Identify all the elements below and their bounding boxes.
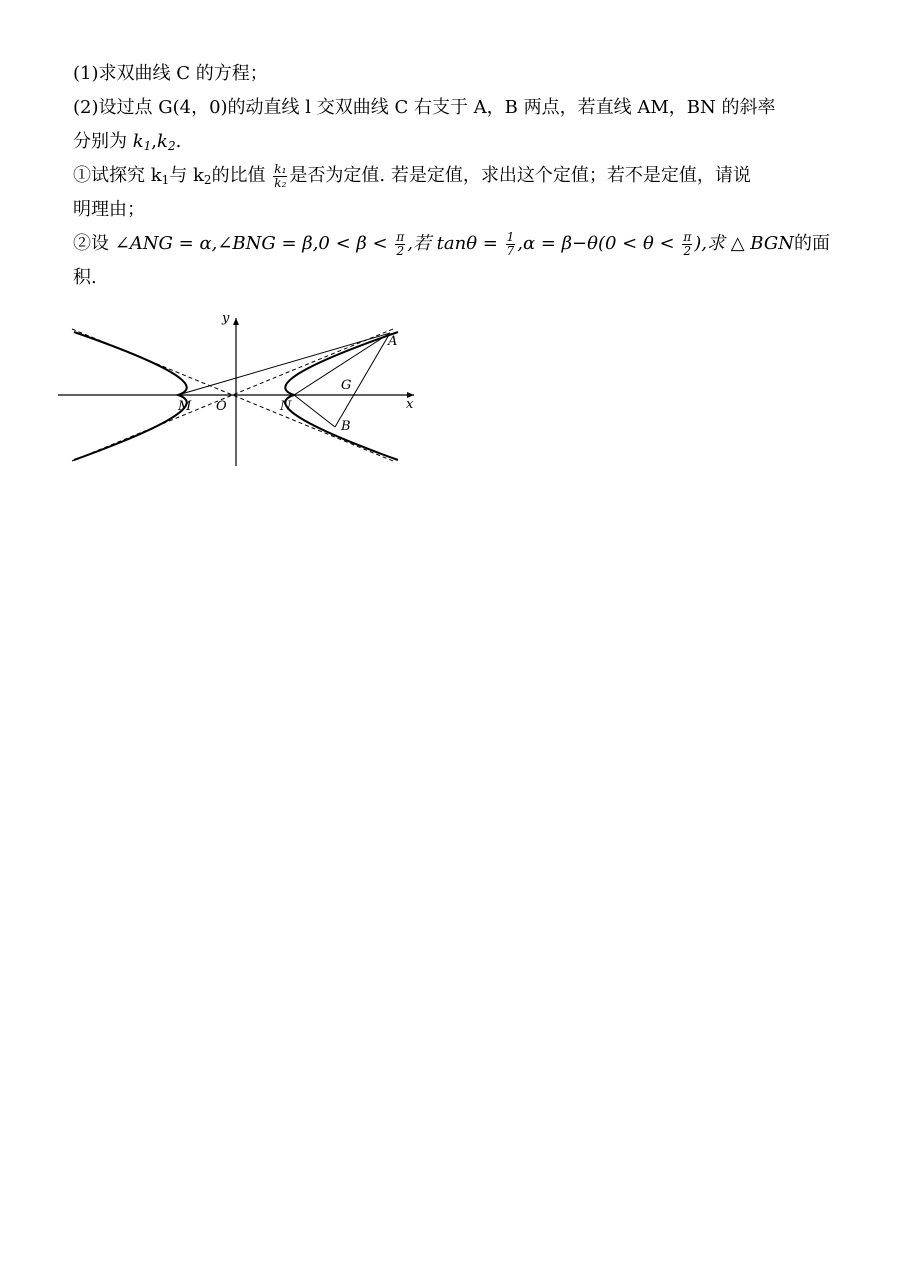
- pi-over-2-fraction: $\frac{\pi}{2}$: [396, 229, 405, 258]
- left-branch: [74, 332, 187, 460]
- ratio-fraction: $\frac{\text{k₁}}{\text{k₂}}$: [274, 161, 287, 190]
- one-seventh-fraction: $\frac{1}{7}$: [506, 229, 515, 258]
- subquestion-1-suffix: 是否为定值. 若是定值，求出这个定值；若不是定值，请说: [289, 165, 751, 186]
- question-2-line-2: [73, 125, 851, 159]
- subquestion-2-prefix: ②设: [73, 233, 109, 254]
- hyperbola-svg: [58, 310, 420, 470]
- question-2-line-1-text: (2)设过点 G(4，0)的动直线 l 交双曲线 C 右支于 A，B 两点，若直线 AM，BN 的斜率: [73, 97, 776, 118]
- label-A: A: [388, 334, 398, 349]
- subquestion-1-mid2: 的比值: [211, 165, 266, 186]
- subquestion-2-line-1: [73, 227, 851, 261]
- question-1: (1)求双曲线 C 的方程；: [73, 63, 268, 84]
- subquestion-1-mid: 与 k: [169, 165, 204, 186]
- k1-subscript: 1: [161, 173, 170, 187]
- hyperbola-figure: [58, 310, 420, 470]
- k2-subscript: 2: [203, 173, 212, 187]
- line-NB: [294, 395, 335, 427]
- slopes-expression: $k_1,k_2$.: [132, 131, 182, 153]
- y-axis-arrow: [233, 318, 239, 325]
- label-G: G: [341, 378, 352, 393]
- subquestion-2-suffix: 的面: [793, 233, 830, 254]
- label-M: M: [178, 399, 192, 414]
- triangle-expression: ),求 △ BGN: [694, 233, 794, 254]
- subquestion-2-line-2: 积.: [73, 267, 97, 288]
- tan-expression: ,若 tanθ =: [407, 233, 504, 254]
- right-branch: [285, 332, 398, 460]
- problem-text: [73, 57, 851, 295]
- label-y: y: [222, 311, 230, 326]
- subquestion-1-line-2: 明理由；: [73, 199, 145, 220]
- label-B: B: [341, 419, 351, 434]
- question-2-line-1: [73, 91, 851, 125]
- line-MA: [178, 333, 390, 395]
- label-N: N: [280, 399, 292, 414]
- subquestion-1-prefix: ①试探究 k: [73, 165, 162, 186]
- subquestion-1-line-1: [73, 159, 851, 193]
- label-x: x: [406, 397, 414, 412]
- pi-over-2-fraction-2: $\frac{\pi}{2}$: [683, 229, 692, 258]
- angle-expression: ∠ANG = α,∠BNG = β,0 < β <: [109, 233, 394, 254]
- question-2-line-2-text: 分别为: [73, 131, 127, 152]
- label-O: O: [216, 399, 227, 414]
- alpha-expression: ,α = β−θ(0 < θ <: [517, 233, 681, 254]
